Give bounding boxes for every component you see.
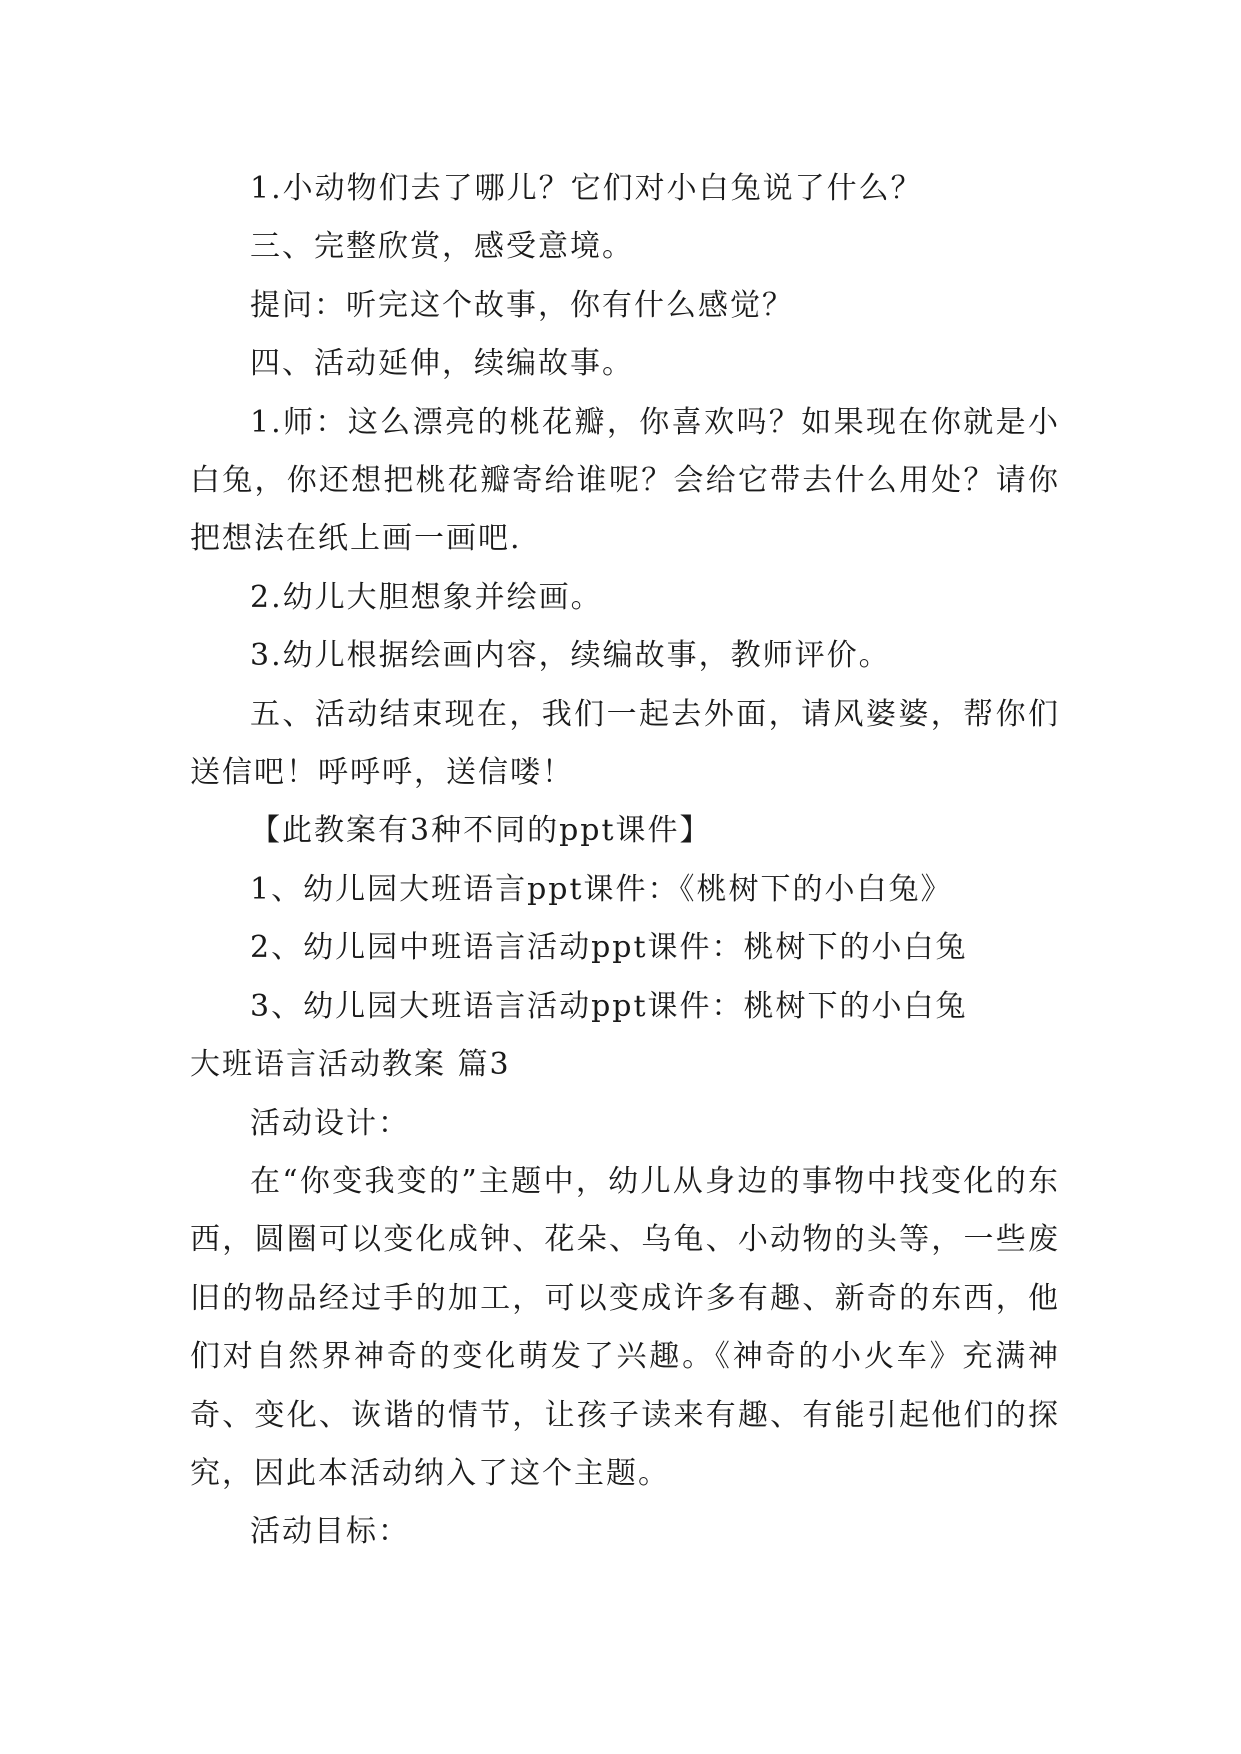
section-heading: 活动目标： (250, 1514, 410, 1550)
list-item: 2、幼儿园中班语言活动ppt课件：桃树下的小白兔 (250, 930, 968, 966)
paragraph: 2.幼儿大胆想象并绘画。 (250, 579, 603, 615)
section-heading: 五、活动结束现在，我们一起去外面，请风婆婆，帮你们送信吧！呼呼呼，送信喽！ (190, 696, 1060, 791)
section-heading: 活动设计： (250, 1105, 410, 1141)
section-heading: 三、完整欣赏，感受意境。 (250, 229, 634, 265)
paragraph: 3.幼儿根据绘画内容，续编故事，教师评价。 (250, 638, 891, 674)
list-item: 3、幼儿园大班语言活动ppt课件：桃树下的小白兔 (250, 988, 968, 1024)
paragraph: 1.师：这么漂亮的桃花瓣，你喜欢吗？如果现在你就是小白兔，你还想把桃花瓣寄给谁呢？会给它带去什么用处？请你把想法在纸上画一画吧. (190, 404, 1060, 557)
section-heading: 四、活动延伸，续编故事。 (250, 346, 634, 382)
paragraph: 1.小动物们去了哪儿？它们对小白兔说了什么？ (250, 171, 923, 206)
list-item: 1、幼儿园大班语言ppt课件：《桃树下的小白兔》 (250, 871, 953, 907)
chapter-title: 大班语言活动教案 篇3 (190, 1047, 511, 1083)
document-body (190, 160, 1060, 1562)
paragraph: 在“你变我变的”主题中，幼儿从身边的事物中找变化的东西，圆圈可以变化成钟、花朵、乌龟、小动物的头等，一些废旧的物品经过手的加工，可以变成许多有趣、新奇的东西，他们对自然界神奇的变化萌发了兴趣。《神奇的小火车》充满神奇、变化、诙谐的情节，让孩子读来有趣、有能引起他们的探究，因此本活动纳入了这个主题。 (190, 1163, 1060, 1491)
paragraph: 【此教案有3种不同的ppt课件】 (250, 813, 712, 849)
paragraph: 提问：听完这个故事，你有什么感觉？ (250, 287, 794, 323)
